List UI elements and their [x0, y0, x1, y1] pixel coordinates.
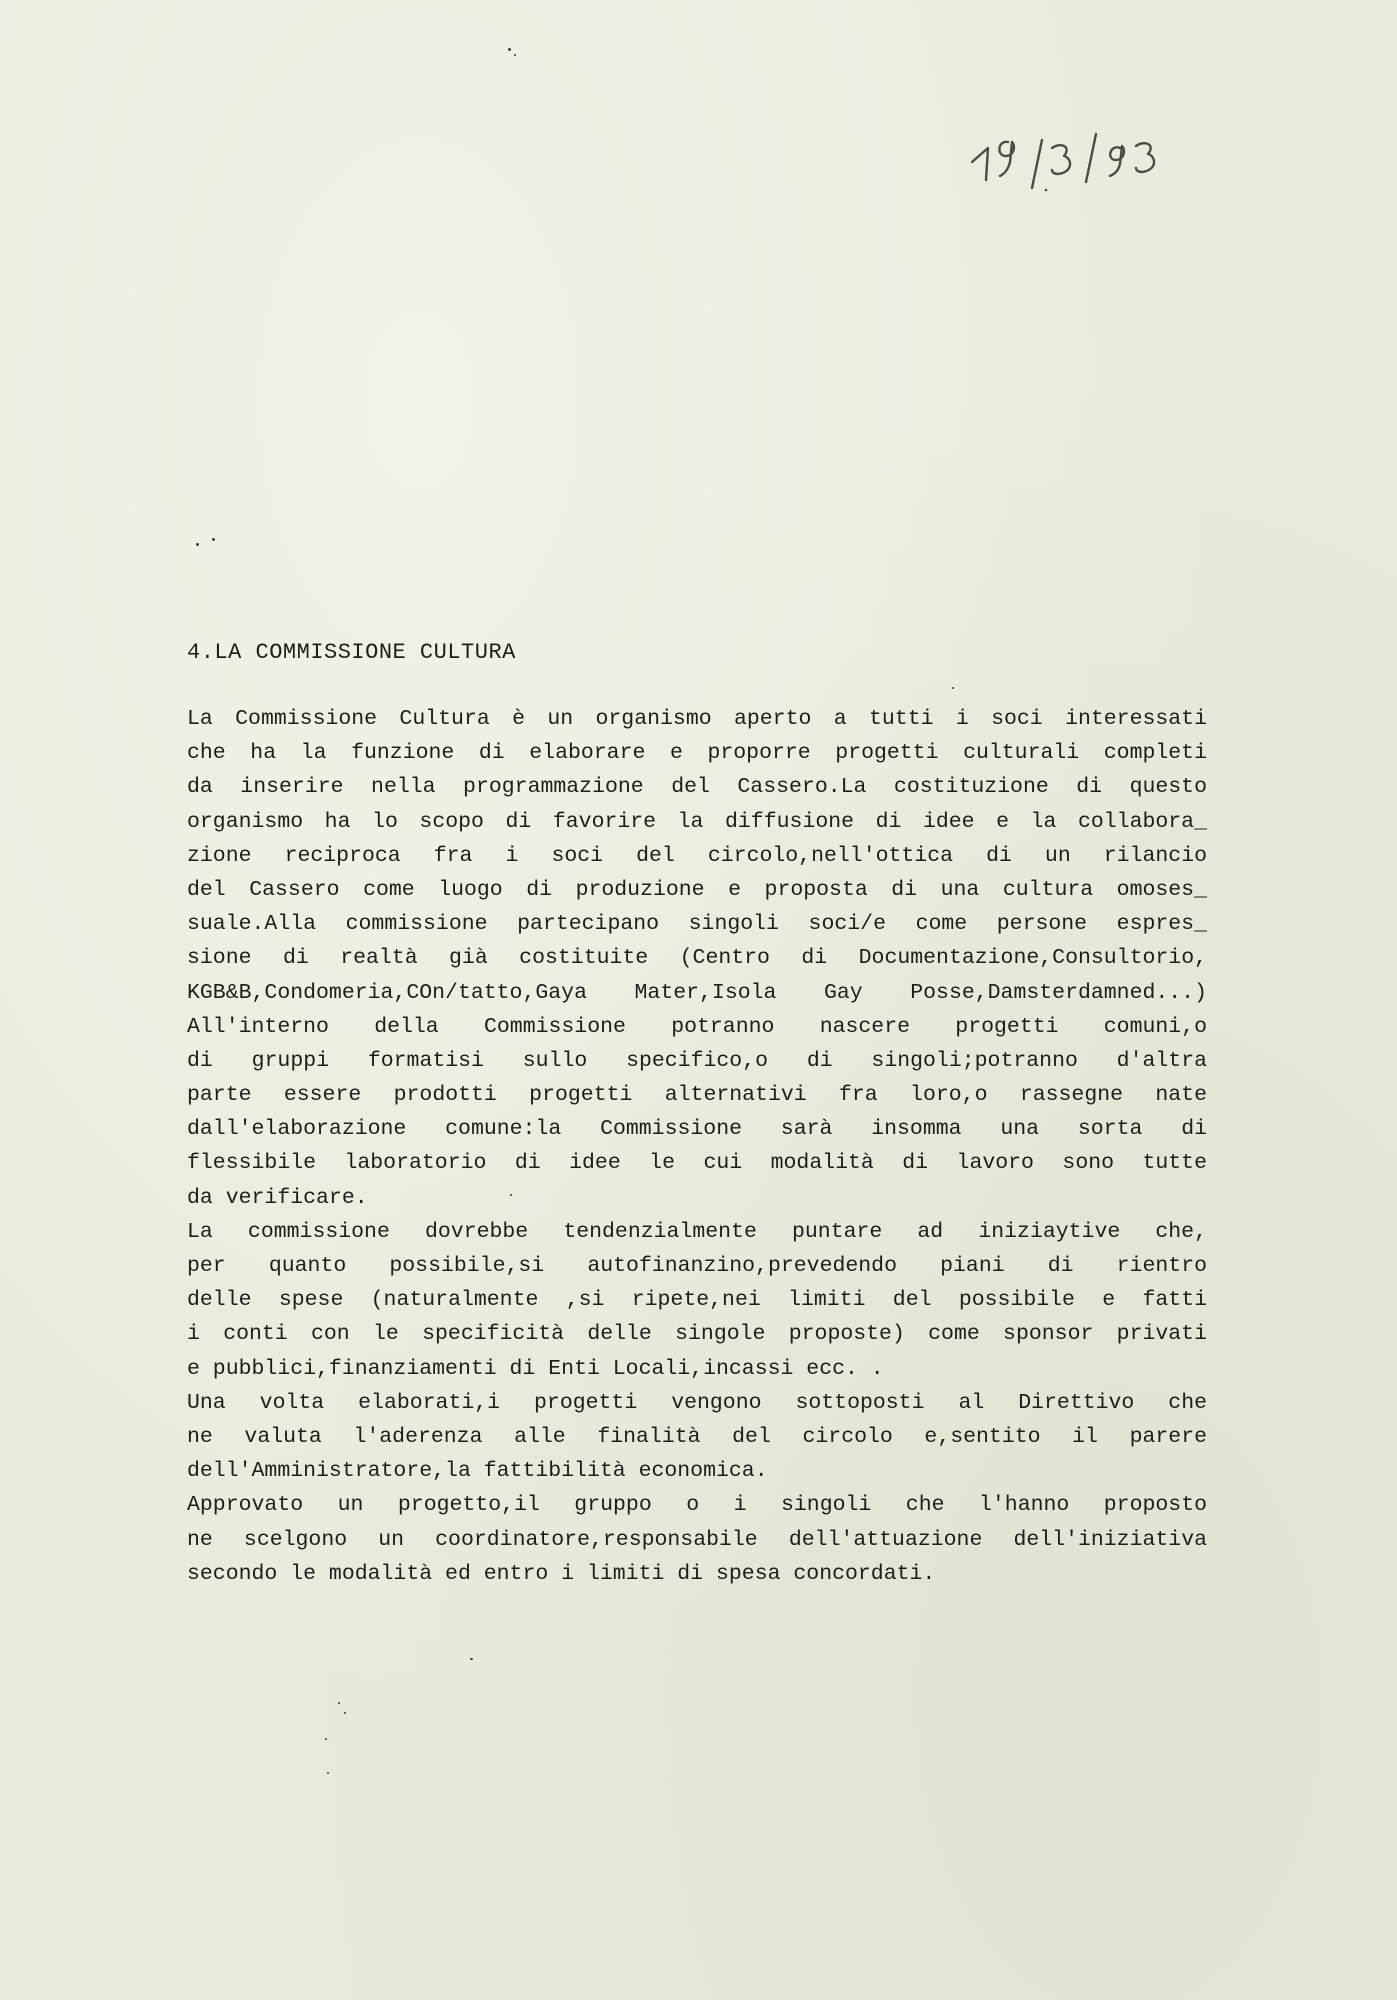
body-line: ne valuta l'aderenza alle finalità del circolo e,sentito il parere — [187, 1424, 1207, 1449]
handwritten-date-drawing — [960, 118, 1190, 198]
body-line: KGB&B,Condomeria,COn/tatto,Gaya Mater,Isola Gay Posse,Damsterdamned...) — [187, 980, 1207, 1005]
paper-speck — [344, 1712, 346, 1714]
paper-speck — [338, 1702, 340, 1704]
paper-speck — [212, 538, 215, 541]
body-text — [187, 702, 1207, 1591]
body-line: dell'Amministratore,la fattibilità economica. — [187, 1459, 768, 1484]
body-line: ne scelgono un coordinatore,responsabile dell'attuazione dell'iniziativa — [187, 1527, 1207, 1552]
paper-speck — [327, 1772, 329, 1774]
body-line: secondo le modalità ed entro i limiti di spesa concordati. — [187, 1561, 936, 1586]
body-line: del Cassero come luogo di produzione e proposta di una cultura omoses_ — [187, 877, 1207, 902]
body-line: All'interno della Commissione potranno nascere progetti comuni,o — [187, 1014, 1207, 1039]
body-line: da inserire nella programmazione del Cassero.La costituzione di questo — [187, 775, 1207, 800]
paper-speck — [952, 687, 954, 689]
body-line: Approvato un progetto,il gruppo o i singoli che l'hanno proposto — [187, 1493, 1207, 1518]
body-line: sione di realtà già costituite (Centro di Documentazione,Consultorio, — [187, 946, 1207, 971]
paper-speck — [470, 1658, 473, 1660]
paper-speck — [510, 1194, 512, 1196]
body-line: La commissione dovrebbe tendenzialmente puntare ad iniziaytive che, — [187, 1219, 1207, 1244]
body-line: dall'elaborazione comune:la Commissione sarà insomma una sorta di — [187, 1117, 1207, 1142]
paper-speck — [514, 54, 516, 56]
body-line: che ha la funzione di elaborare e proporre progetti culturali completi — [187, 741, 1207, 766]
paper-speck — [196, 543, 199, 546]
body-line: e pubblici,finanziamenti di Enti Locali,incassi ecc. . — [187, 1356, 884, 1381]
paper-speck — [508, 48, 511, 51]
handwritten-date — [960, 118, 1190, 198]
body-line: da verificare. — [187, 1185, 368, 1210]
body-line: zione reciproca fra i soci del circolo,nell'ottica di un rilancio — [187, 843, 1207, 868]
body-line: parte essere prodotti progetti alternativi fra loro,o rassegne nate — [187, 1083, 1207, 1108]
body-line: suale.Alla commissione partecipano singoli soci/e come persone espres_ — [187, 912, 1207, 937]
body-line: organismo ha lo scopo di favorire la diffusione di idee e la collabora_ — [187, 809, 1207, 834]
body-line: flessibile laboratorio di idee le cui modalità di lavoro sono tutte — [187, 1151, 1207, 1176]
body-line: i conti con le specificità delle singole proposte) come sponsor privati — [187, 1322, 1207, 1347]
paper-speck — [325, 1738, 327, 1740]
body-line: Una volta elaborati,i progetti vengono sottoposti al Direttivo che — [187, 1390, 1207, 1415]
body-line: per quanto possibile,si autofinanzino,prevedendo piani di rientro — [187, 1254, 1207, 1278]
body-line: La Commissione Cultura è un organismo aperto a tutti i soci interessati — [187, 707, 1207, 731]
body-line: di gruppi formatisi sullo specifico,o di singoli;potranno d'altra — [187, 1048, 1207, 1073]
body-line: delle spese (naturalmente ,si ripete,nei limiti del possibile e fatti — [187, 1288, 1207, 1313]
section-heading: 4.LA COMMISSIONE CULTURA — [187, 640, 516, 665]
